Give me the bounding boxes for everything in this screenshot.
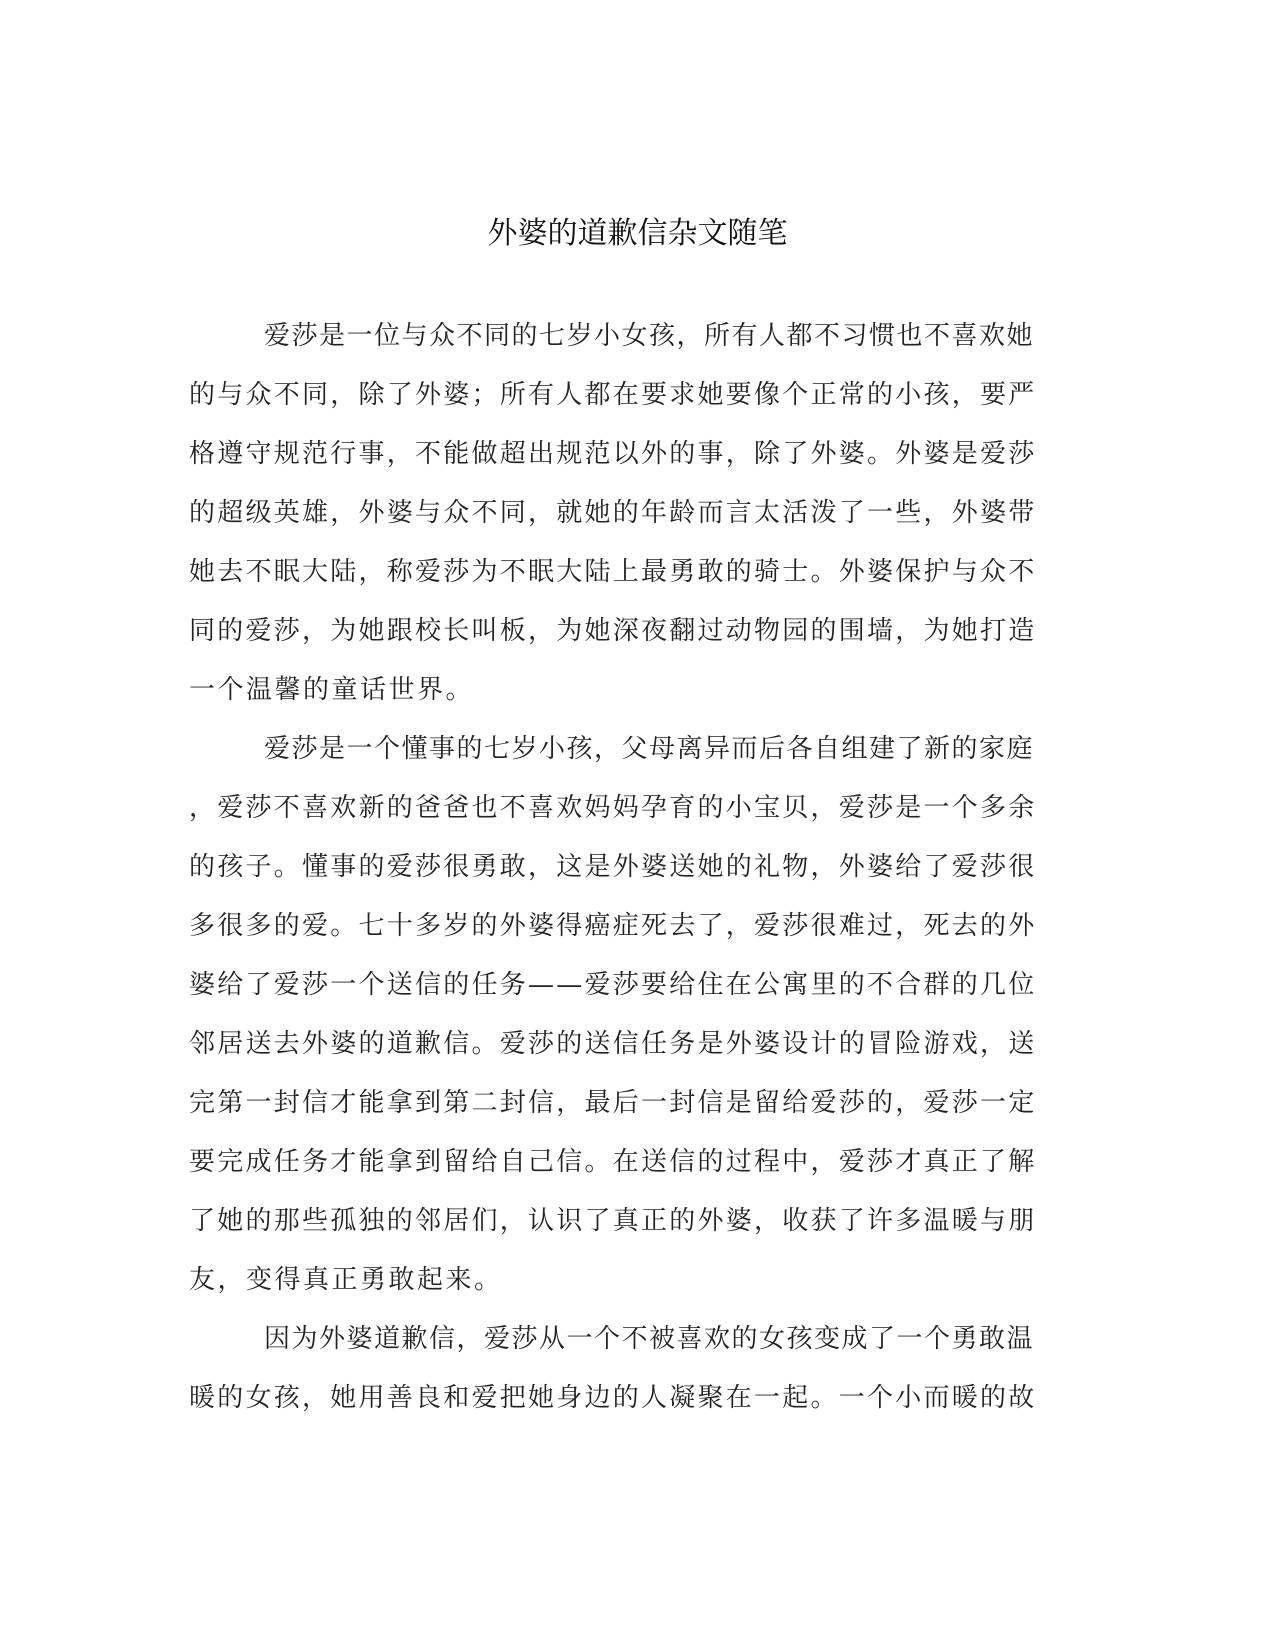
paragraph-line: 友，变得真正勇敢起来。 bbox=[189, 1265, 503, 1295]
document-title: 外婆的道歉信杂文随笔 bbox=[487, 216, 788, 251]
paragraph-line: 的孩子。懂事的爱莎很勇敢，这是外婆送她的礼物，外婆给了爱莎很 bbox=[189, 852, 1037, 882]
paragraph-line: 爱莎是一位与众不同的七岁小女孩，所有人都不习惯也不喜欢她 bbox=[264, 321, 1035, 351]
paragraph-line: 暖的女孩，她用善良和爱把她身边的人凝聚在一起。一个小而暖的故 bbox=[189, 1383, 1037, 1413]
paragraph-line: 多很多的爱。七十多岁的外婆得癌症死去了，爱莎很难过，死去的外 bbox=[189, 911, 1037, 941]
paragraph-line: 格遵守规范行事，不能做超出规范以外的事，除了外婆。外婆是爱莎 bbox=[189, 439, 1037, 469]
paragraph-line: 要完成任务才能拿到留给自己信。在送信的过程中，爱莎才真正了解 bbox=[189, 1147, 1037, 1177]
paragraph-line: 的超级英雄，外婆与众不同，就她的年龄而言太活泼了一些，外婆带 bbox=[189, 498, 1037, 528]
paragraph-line: 爱莎是一个懂事的七岁小孩，父母离异而后各自组建了新的家庭 bbox=[264, 734, 1035, 764]
paragraph-line: 了她的那些孤独的邻居们，认识了真正的外婆，收获了许多温暖与朋 bbox=[189, 1206, 1037, 1236]
paragraph-line: 婆给了爱莎一个送信的任务——爱莎要给住在公寓里的不合群的几位 bbox=[189, 970, 1037, 1000]
paragraph-line: 完第一封信才能拿到第二封信，最后一封信是留给爱莎的，爱莎一定 bbox=[189, 1088, 1037, 1118]
paragraph-line: 因为外婆道歉信，爱莎从一个不被喜欢的女孩变成了一个勇敢温 bbox=[264, 1324, 1035, 1354]
paragraph-line: ，爱莎不喜欢新的爸爸也不喜欢妈妈孕育的小宝贝，爱莎是一个多余 bbox=[189, 793, 1037, 823]
paragraph-line: 一个温馨的童话世界。 bbox=[189, 675, 475, 705]
paragraph-line: 邻居送去外婆的道歉信。爱莎的送信任务是外婆设计的冒险游戏，送 bbox=[189, 1029, 1037, 1059]
paragraph-line: 的与众不同，除了外婆；所有人都在要求她要像个正常的小孩，要严 bbox=[189, 380, 1037, 410]
paragraph-line: 她去不眠大陆，称爱莎为不眠大陆上最勇敢的骑士。外婆保护与众不 bbox=[189, 557, 1037, 587]
paragraph-line: 同的爱莎，为她跟校长叫板，为她深夜翻过动物园的围墙，为她打造 bbox=[189, 616, 1037, 646]
